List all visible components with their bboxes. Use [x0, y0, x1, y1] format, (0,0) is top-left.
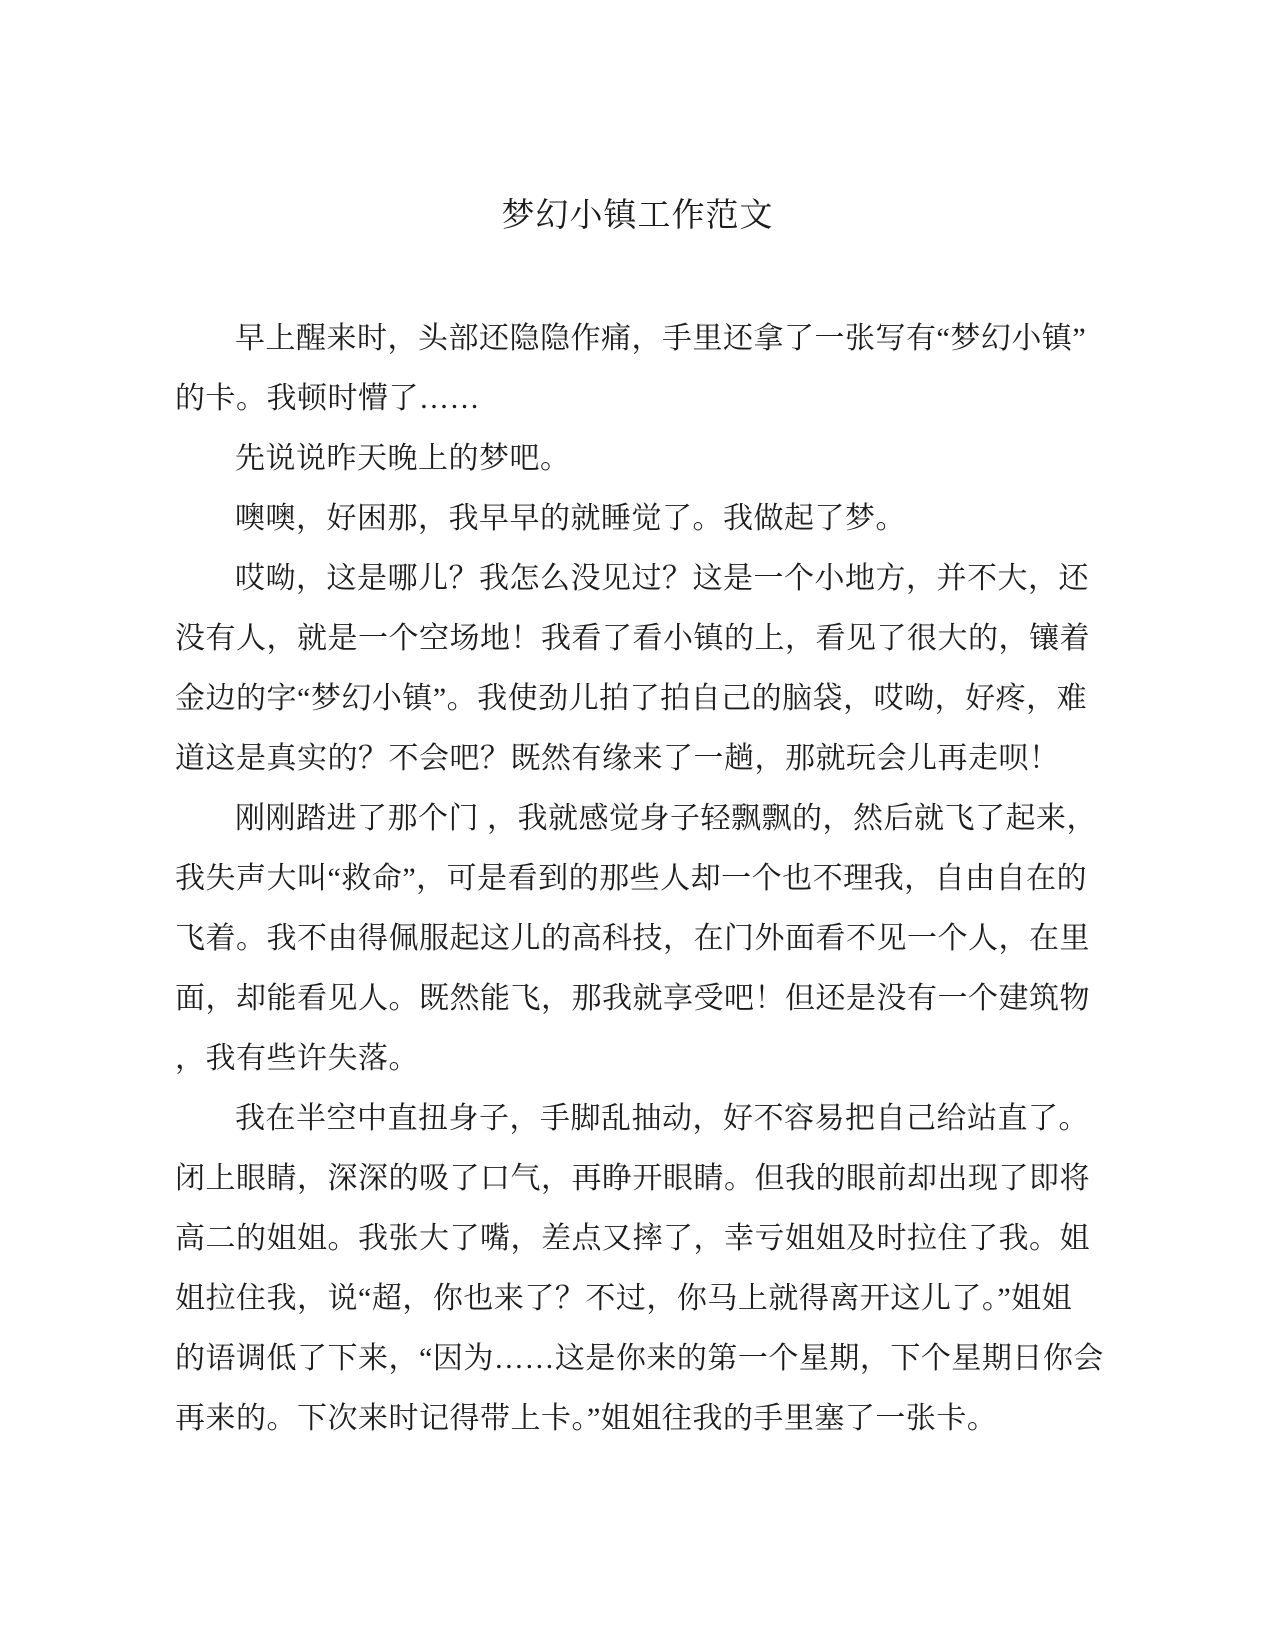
text-line: 金边的字“梦幻小镇”。我使劲儿拍了拍自己的脑袋，哎呦，好疼，难: [175, 682, 1088, 715]
text-line: 我在半空中直扭身子，手脚乱抽动，好不容易把自己给站直了。: [235, 1102, 1089, 1135]
text-line: 再来的。下次来时记得带上卡。”姐姐往我的手里塞了一张卡。: [175, 1402, 998, 1435]
text-line: 姐拉住我，说“超，你也来了？不过，你马上就得离开这儿了。”姐姐: [175, 1282, 1073, 1315]
document-body: [175, 309, 1104, 1449]
text-line: 的语调低了下来，“因为……这是你来的第一个星期，下个星期日你会: [175, 1342, 1104, 1375]
text-line: 高二的姐姐。我张大了嘴，差点又摔了，幸亏姐姐及时拉住了我。姐: [175, 1222, 1090, 1255]
text-line: 先说说昨天晚上的梦吧。: [235, 442, 571, 475]
text-line: 没有人，就是一个空场地！我看了看小镇的上，看见了很大的，镶着: [175, 622, 1090, 655]
text-line: 哎呦，这是哪儿？我怎么没见过？这是一个小地方，并不大，还: [235, 562, 1089, 595]
text-line: 闭上眼睛，深深的吸了口气，再睁开眼睛。但我的眼前却出现了即将: [175, 1162, 1090, 1195]
text-line: ，我有些许失落。: [175, 1042, 419, 1075]
text-line: 早上醒来时，头部还隐隐作痛，手里还拿了一张写有“梦幻小镇”: [235, 322, 1087, 355]
text-line: 道这是真实的？不会吧？既然有缘来了一趟，那就玩会儿再走呗！: [175, 742, 1060, 775]
text-line: 的卡。我顿时懵了……: [175, 382, 480, 415]
text-line: 面，却能看见人。既然能飞，那我就享受吧！但还是没有一个建筑物: [175, 982, 1090, 1015]
document-title: 梦幻小镇工作范文: [501, 198, 774, 234]
text-line: 刚刚踏进了那个门 ，我就感觉身子轻飘飘的，然后就飞了起来，: [235, 802, 1097, 835]
text-line: 飞着。我不由得佩服起这儿的高科技，在门外面看不见一个人，在里: [175, 922, 1090, 955]
text-line: 我失声大叫“救命”，可是看到的那些人却一个也不理我，自由自在的: [175, 862, 1088, 895]
text-line: 噢噢，好困那，我早早的就睡觉了。我做起了梦。: [235, 502, 906, 535]
